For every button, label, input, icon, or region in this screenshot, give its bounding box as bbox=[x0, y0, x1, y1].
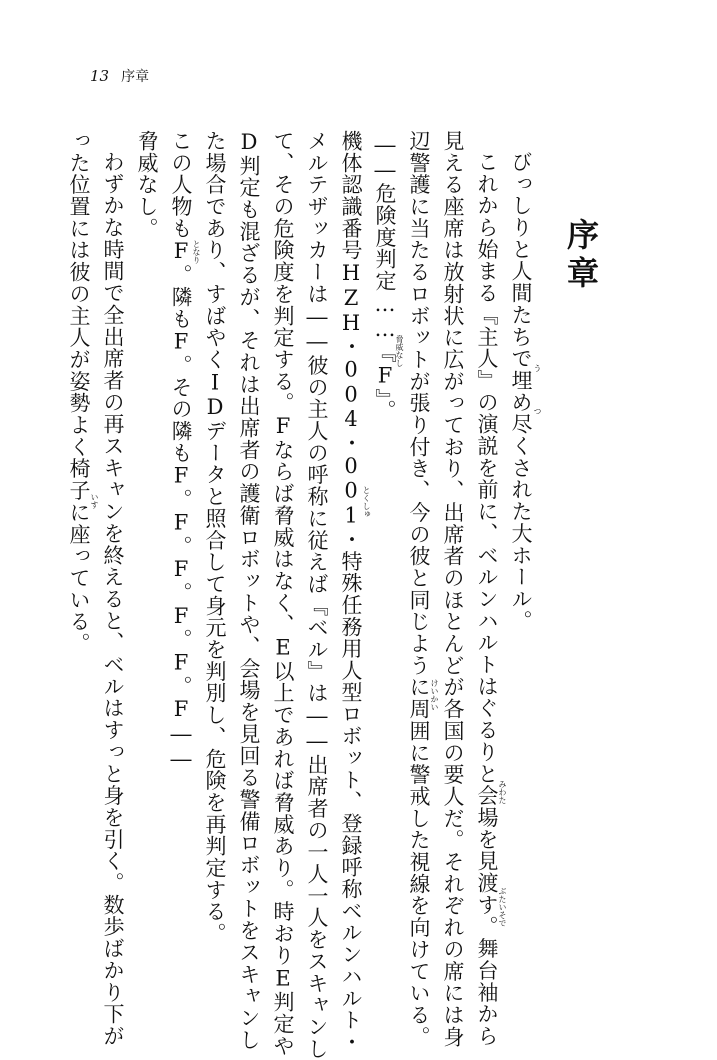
chapter-title: 序章 bbox=[562, 218, 600, 294]
text-column-6: 機体認識番号HZH・004・001・特殊任務用人型ロボット、登録呼称ベルンハルト・ bbox=[339, 130, 363, 1053]
ruby-keikai: けいかい bbox=[430, 679, 439, 711]
text-column-2: これから始まる『主人』の演説を前に、ベルンハルトはぐるりと会場を見渡す。舞台袖から bbox=[475, 151, 499, 1047]
text-column-11: この人物もF。隣もF。その隣もF。F。F。F。F。F―― bbox=[169, 130, 193, 772]
running-chapter-title: 序章 bbox=[121, 69, 150, 85]
text-column-7: メルテザッカーは――彼の主人の呼称に従えば『ベル』は――出席者の一人一人をスキャンし bbox=[305, 130, 329, 1060]
ruby-tonari: となり bbox=[192, 240, 201, 264]
text-column-4: 辺警護に当たるロボットが張り付き、今の彼と同じように周囲に警戒した視線を向けている。 bbox=[407, 130, 431, 1048]
text-column-8: て、その危険度を判定する。Fならば脅威はなく、E以上であれば脅威あり。時おりE判定や bbox=[271, 130, 295, 1057]
ruby-butaisode: ぶたいそで bbox=[498, 887, 507, 927]
text-column-5: ――危険度判定……『F』。 bbox=[373, 133, 397, 422]
ruby-miwatasu: みわた bbox=[498, 780, 507, 804]
text-column-12: 脅威なし。 bbox=[135, 130, 159, 240]
text-column-9: D判定も混ざるが、それは出席者の護衛ロボットや、会場を見回る警備ロボットをスキャンし bbox=[237, 130, 261, 1051]
ruby-kyoui: 脅威なし bbox=[395, 335, 404, 367]
page-number: 13 bbox=[90, 67, 110, 85]
ruby-tokushu: とくしゅ bbox=[362, 486, 371, 518]
ruby-isu: いす bbox=[90, 493, 99, 509]
ruby-umeru: う bbox=[533, 364, 542, 372]
ruby-tsukusu: つ bbox=[533, 407, 542, 415]
text-column-14: った位置には彼の主人が姿勢よく椅子に座っている。 bbox=[67, 130, 91, 655]
text-column-3: 見える座席は放射状に広がっており、出席者のほとんどが各国の要人だ。それぞれの席には身 bbox=[441, 130, 465, 1048]
page-header bbox=[90, 66, 149, 86]
text-column-1: びっしりと人間たちで埋め尽くされた大ホール。 bbox=[509, 151, 533, 632]
text-column-13: わずかな時間で全出席者の再スキャンを終えると、ベルはすっと身を引く。数歩ばかり下が bbox=[101, 151, 125, 1047]
text-column-10: た場合であり、すばやくIDデータと照合して身元を判別し、危険を再判定する。 bbox=[203, 130, 227, 945]
